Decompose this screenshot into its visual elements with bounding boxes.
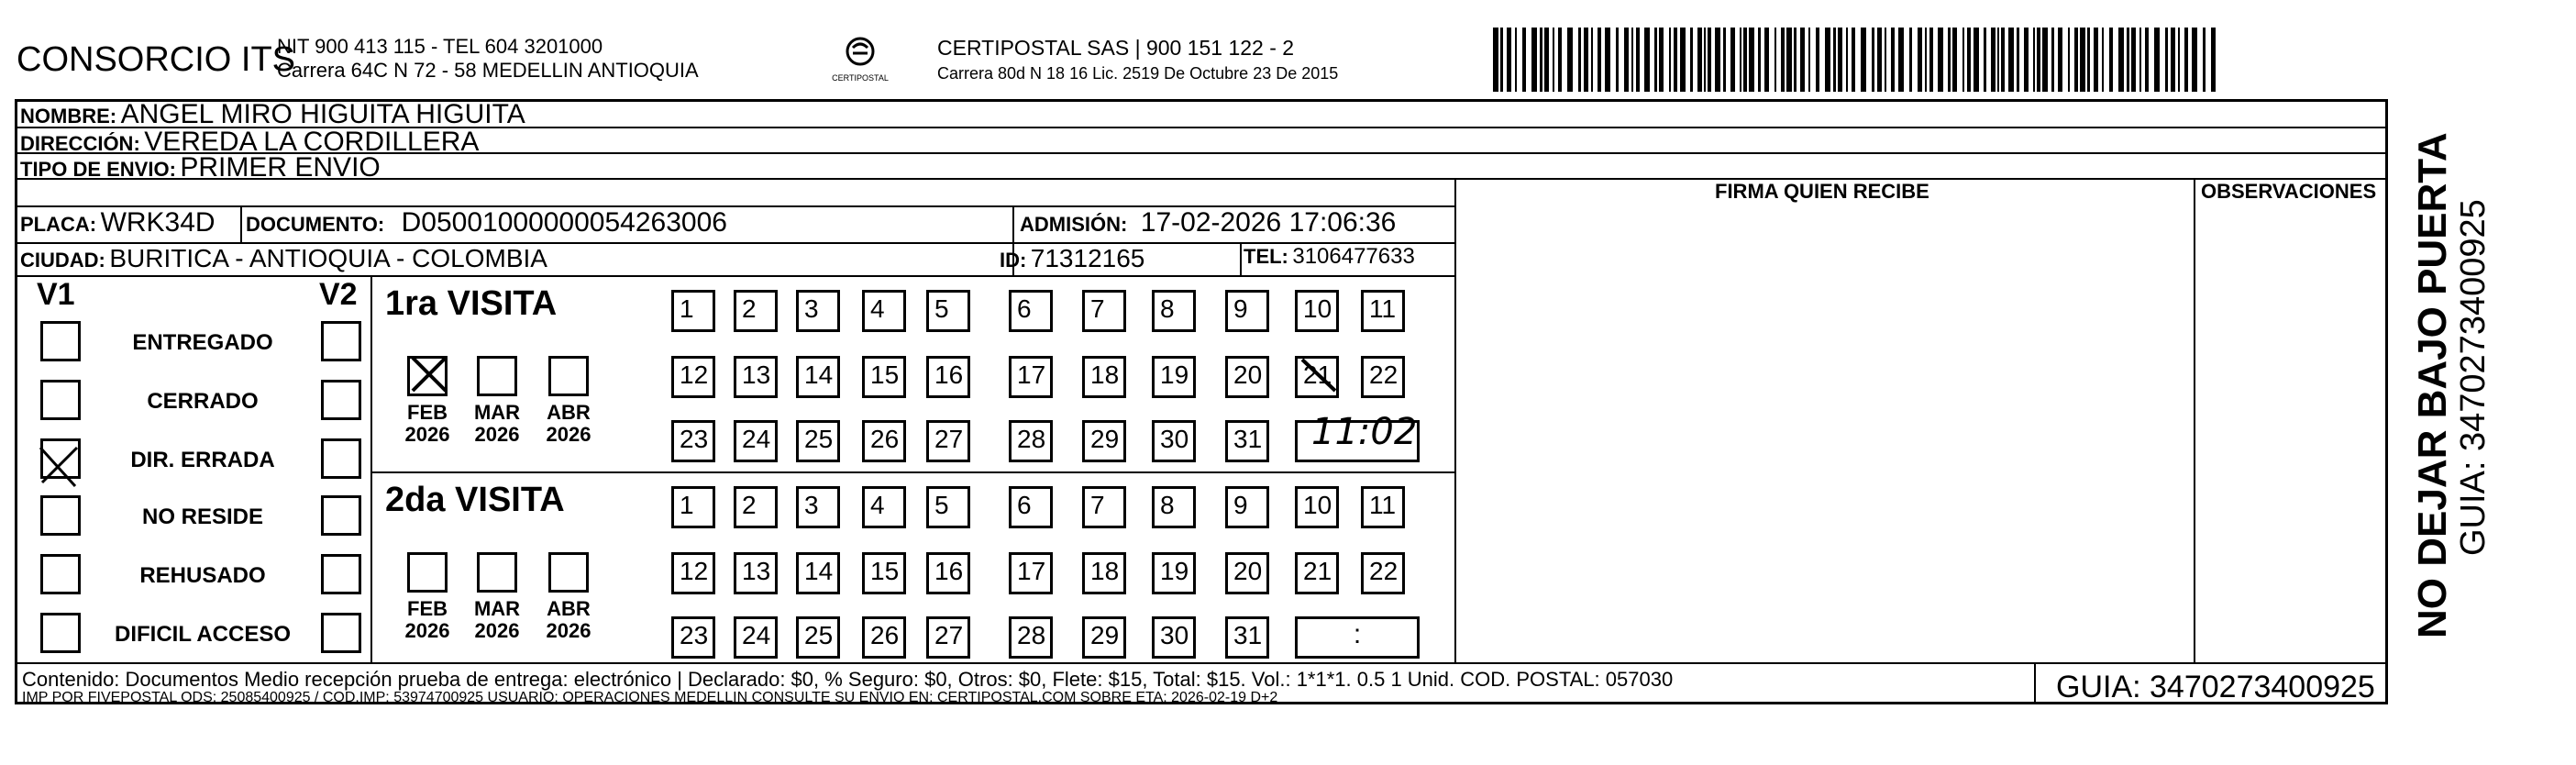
footer-imp-line: IMP POR FIVEPOSTAL ODS: 25085400925 / COD.IMP: 53974700925 USUARIO: OPERACIONES MEDELLIN CONSULTE SU ENVIO EN: CERTIPOSTAL.COM SOBRE ETA: 2026-02-19 D+2: [22, 690, 1278, 705]
day-box[interactable]: 30: [1152, 420, 1196, 462]
company-name: CONSORCIO ITS: [17, 40, 296, 79]
day-box[interactable]: 10: [1295, 486, 1339, 528]
day-box[interactable]: 20: [1225, 552, 1269, 594]
day-box[interactable]: 14: [796, 552, 840, 594]
status-label: REHUSADO: [139, 563, 266, 588]
day-box[interactable]: 16: [926, 552, 970, 594]
day-box[interactable]: 31: [1225, 616, 1269, 659]
month-checkbox[interactable]: [477, 552, 517, 593]
day-box[interactable]: 25: [796, 616, 840, 659]
day-box[interactable]: 15: [862, 552, 906, 594]
day-box[interactable]: 3: [796, 290, 840, 332]
day-box[interactable]: 2: [734, 486, 778, 528]
day-box[interactable]: 28: [1009, 420, 1053, 462]
tipo-value: PRIMER ENVIO: [180, 152, 381, 183]
day-box[interactable]: 24: [734, 420, 778, 462]
day-box[interactable]: 17: [1009, 356, 1053, 398]
status-v1-checkbox[interactable]: [40, 321, 81, 361]
nit-line: NIT 900 413 115 - TEL 604 3201000: [277, 35, 603, 58]
day-box[interactable]: 29: [1082, 420, 1126, 462]
day-box[interactable]: 8: [1152, 486, 1196, 528]
v1-label: V1: [37, 277, 75, 312]
ciudad-label: CIUDAD:: [20, 249, 105, 272]
day-box[interactable]: 20: [1225, 356, 1269, 398]
status-label: DIR. ERRADA: [130, 448, 275, 472]
day-box[interactable]: 21: [1295, 552, 1339, 594]
day-box[interactable]: 12: [671, 552, 715, 594]
month-year: 2026: [474, 423, 520, 446]
nombre-field: [20, 99, 525, 130]
status-label: NO RESIDE: [141, 504, 264, 529]
firma-label: FIRMA QUIEN RECIBE: [1715, 180, 1929, 203]
admision-field: [1020, 207, 1396, 238]
month-label: MAR: [473, 597, 521, 620]
month-year: 2026: [546, 423, 591, 446]
certipostal-info: [937, 35, 1338, 86]
id-field: [1000, 244, 1144, 273]
day-box[interactable]: 28: [1009, 616, 1053, 659]
tel-value: 3106477633: [1292, 244, 1415, 269]
day-box[interactable]: 23: [671, 616, 715, 659]
visit-title: 1ra VISITA: [385, 284, 558, 323]
status-label: CERRADO: [147, 389, 259, 414]
month-checkbox[interactable]: [548, 552, 589, 593]
day-box[interactable]: 21: [1295, 356, 1339, 398]
id-value: 71312165: [1030, 244, 1145, 272]
day-box[interactable]: 11: [1361, 486, 1405, 528]
placa-field: [20, 207, 216, 238]
day-box[interactable]: 8: [1152, 290, 1196, 332]
status-label: DIFICIL ACCESO: [114, 622, 291, 647]
day-box[interactable]: 6: [1009, 486, 1053, 528]
documento-value: D05001000000054263006: [401, 207, 727, 238]
company-info: [277, 35, 699, 83]
direccion-label: DIRECCIÓN:: [20, 132, 140, 155]
v2-label: V2: [319, 277, 358, 312]
day-box[interactable]: 3: [796, 486, 840, 528]
month-label: ABR: [547, 597, 591, 620]
month-checkbox[interactable]: [477, 356, 517, 396]
barcode-image: [1493, 28, 2219, 92]
status-v1-checkbox[interactable]: [40, 380, 81, 420]
month-year: 2026: [546, 619, 591, 642]
nombre-value: ANGEL MIRO HIGUITA HIGUITA: [120, 99, 525, 129]
day-box[interactable]: 18: [1082, 552, 1126, 594]
day-box[interactable]: 9: [1225, 486, 1269, 528]
day-box[interactable]: 19: [1152, 356, 1196, 398]
status-v1-checkbox[interactable]: [40, 495, 81, 536]
nombre-label: NOMBRE:: [20, 105, 117, 128]
admision-label: ADMISIÓN:: [1020, 213, 1128, 236]
month-year: 2026: [404, 619, 450, 642]
no-dejar-bajo-puerta: NO DEJAR BAJO PUERTA: [2410, 132, 2455, 638]
direccion-value: VEREDA LA CORDILLERA: [144, 127, 480, 157]
status-v1-checkbox[interactable]: [40, 613, 81, 653]
day-box[interactable]: 29: [1082, 616, 1126, 659]
day-box[interactable]: 26: [862, 616, 906, 659]
month-label: FEB: [407, 597, 448, 620]
month-label: ABR: [547, 401, 591, 424]
tipo-field: [20, 152, 381, 183]
observaciones-label: OBSERVACIONES: [2201, 180, 2377, 203]
admision-value: 17-02-2026 17:06:36: [1140, 207, 1397, 238]
handwritten-check-feb: [409, 354, 449, 394]
day-box[interactable]: 26: [862, 420, 906, 462]
day-box[interactable]: 6: [1009, 290, 1053, 332]
time-box[interactable]: :: [1295, 616, 1420, 659]
day-box[interactable]: 14: [796, 356, 840, 398]
day-box[interactable]: 30: [1152, 616, 1196, 659]
day-box[interactable]: 7: [1082, 290, 1126, 332]
tel-field: [1244, 244, 1415, 270]
day-box[interactable]: 27: [926, 616, 970, 659]
day-box[interactable]: 1: [671, 290, 715, 332]
day-box[interactable]: 11: [1361, 290, 1405, 332]
documento-field: [246, 207, 727, 238]
certipostal-line: CERTIPOSTAL SAS | 900 151 122 - 2: [937, 36, 1295, 60]
day-box[interactable]: 2: [734, 290, 778, 332]
day-box[interactable]: 5: [926, 486, 970, 528]
day-box[interactable]: 17: [1009, 552, 1053, 594]
month-checkbox[interactable]: [407, 552, 448, 593]
certipostal-logo: [824, 33, 897, 88]
day-box[interactable]: 7: [1082, 486, 1126, 528]
id-label: ID:: [1000, 249, 1027, 272]
tel-label: TEL:: [1244, 245, 1288, 268]
svg-text:CERTIPOSTAL: CERTIPOSTAL: [832, 73, 889, 83]
day-box[interactable]: 22: [1361, 356, 1405, 398]
status-v2-checkbox[interactable]: [321, 321, 361, 361]
day-box[interactable]: 13: [734, 356, 778, 398]
status-v2-checkbox[interactable]: [321, 554, 361, 594]
day-box[interactable]: 27: [926, 420, 970, 462]
ciudad-value: BURITICA - ANTIOQUIA - COLOMBIA: [109, 244, 547, 272]
day-box[interactable]: 25: [796, 420, 840, 462]
status-v2-checkbox[interactable]: [321, 380, 361, 420]
day-box[interactable]: 18: [1082, 356, 1126, 398]
ciudad-field: [20, 244, 547, 273]
footer-content-line: Contenido: Documentos Medio recepción prueba de entrega: electrónico | Declarado: $0, % Seguro: $0, Otros: $0, Flete: $15, Total: $15. Vol.: 1*1*1. 0.5 1 Unid. COD. POSTAL: 057030: [22, 668, 1674, 691]
side-guia: GUIA: 3470273400925: [2454, 199, 2493, 556]
placa-label: PLACA:: [20, 213, 97, 236]
day-box[interactable]: 10: [1295, 290, 1339, 332]
status-v2-checkbox[interactable]: [321, 495, 361, 536]
day-box[interactable]: 4: [862, 486, 906, 528]
tipo-label: TIPO DE ENVIO:: [20, 158, 176, 181]
handwritten-check-dir-errada: [35, 442, 84, 492]
status-label: ENTREGADO: [132, 330, 273, 355]
day-box[interactable]: 22: [1361, 552, 1405, 594]
handwritten-mark-day-21: [1299, 354, 1339, 394]
day-box[interactable]: 31: [1225, 420, 1269, 462]
day-box[interactable]: 4: [862, 290, 906, 332]
documento-label: DOCUMENTO:: [246, 213, 385, 236]
day-box[interactable]: 9: [1225, 290, 1269, 332]
status-v2-checkbox[interactable]: [321, 438, 361, 479]
day-box[interactable]: 24: [734, 616, 778, 659]
day-box[interactable]: 16: [926, 356, 970, 398]
certipostal-address: Carrera 80d N 18 16 Lic. 2519 De Octubre 23 De 2015: [937, 64, 1339, 83]
month-label: MAR: [473, 401, 521, 424]
address-line: Carrera 64C N 72 - 58 MEDELLIN ANTIOQUIA: [277, 59, 699, 82]
day-box[interactable]: 19: [1152, 552, 1196, 594]
month-label: FEB: [407, 401, 448, 424]
day-box[interactable]: 1: [671, 486, 715, 528]
day-box[interactable]: 12: [671, 356, 715, 398]
placa-value: WRK34D: [100, 207, 216, 238]
month-year: 2026: [404, 423, 450, 446]
status-v1-checkbox[interactable]: [40, 554, 81, 594]
day-box[interactable]: 13: [734, 552, 778, 594]
month-year: 2026: [474, 619, 520, 642]
day-box[interactable]: 23: [671, 420, 715, 462]
footer-guia: GUIA: 3470273400925: [2056, 670, 2375, 704]
day-box[interactable]: 15: [862, 356, 906, 398]
month-checkbox[interactable]: [548, 356, 589, 396]
status-v2-checkbox[interactable]: [321, 613, 361, 653]
visit-title: 2da VISITA: [385, 481, 565, 519]
day-box[interactable]: 5: [926, 290, 970, 332]
handwritten-time: 11:02: [1311, 411, 1418, 453]
